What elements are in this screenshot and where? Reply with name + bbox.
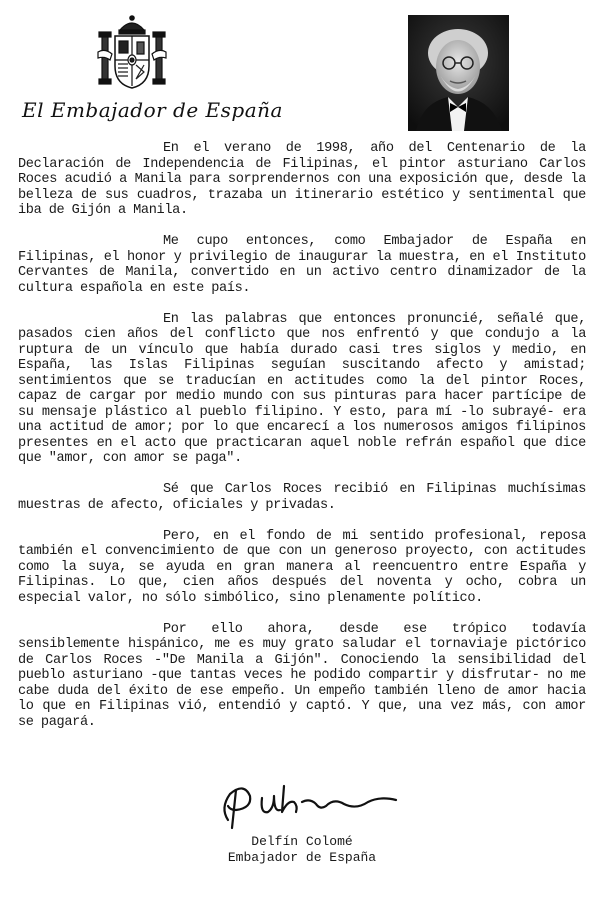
signatory-title: Embajador de España <box>227 850 377 865</box>
handwritten-signature <box>210 780 410 832</box>
paragraph: En las palabras que entonces pronuncié, señalé que, pasados cien años del conflicto que nos enfrentó y que condujo a la ruptura de un vínculo que había durado casi tres siglos y medio, en España, las Islas Filipinas seguían suscitando afecto y amistad; sentimientos que se traducían en actitudes como la del pintor Roces, capaz de cargar por medio mundo con sus pinturas para hacer partícipe de su mensaje plástico al pueblo filipino. Y esto, para mí -lo subrayé- era una actitud de amor; por lo que encarecí a los numerosos amigos filipinos presentes en el acto que practicaran aquel noble refrán español que dice que "amor, con amor se paga". <box>18 311 586 466</box>
paragraph: Pero, en el fondo de mi sentido profesional, reposa también el convencimiento de que con un generoso proyecto, con actitudes como la suya, se ayuda en gran manera al reencuentro entre España y Filipinas. Lo que, cien años después del noventa y ocho, cobra un especial valor, no sólo simbólico, sino plenamente político. <box>18 528 586 606</box>
coat-of-arms-icon <box>96 14 168 92</box>
paragraph: Por ello ahora, desde ese trópico todavía sensiblemente hispánico, me es muy grato saludar el tornaviaje pictórico de Carlos Roces -"De Manila a Gijón". Conociendo la sensibilidad del pueblo asturiano -que tantas veces he podido compartir y disfrutar- no me cabe duda del éxito de ese empeño. Un empeño también lleno de amor hacia lo que en Filipinas vió, entendió y captó. Y que, una vez más, con amor se pagará. <box>18 621 586 730</box>
letterhead-title: El Embajador de España <box>22 98 283 122</box>
paragraph: En el verano de 1998, año del Centenario de la Declaración de Independencia de Filipinas, el pintor asturiano Carlos Roces acudió a Manila para sorprendernos con una exposición que, desde la belleza de sus cuadros, trazaba un itinerario estético y sentimental que iba de Gijón a Manila. <box>18 141 586 218</box>
paragraph: Me cupo entonces, como Embajador de España en Filipinas, el honor y privilegio de inaugurar la muestra, en el Instituto Cervantes de Manila, convertido en un activo centro dinamizador de la cultura española en este país. <box>18 234 586 296</box>
signatory-name: Delfín Colomé <box>251 834 353 849</box>
ambassador-portrait-photo <box>408 15 509 131</box>
letter-body <box>18 141 586 746</box>
paragraph: Sé que Carlos Roces recibió en Filipinas muchísimas muestras de afecto, oficiales y privadas. <box>18 482 586 513</box>
